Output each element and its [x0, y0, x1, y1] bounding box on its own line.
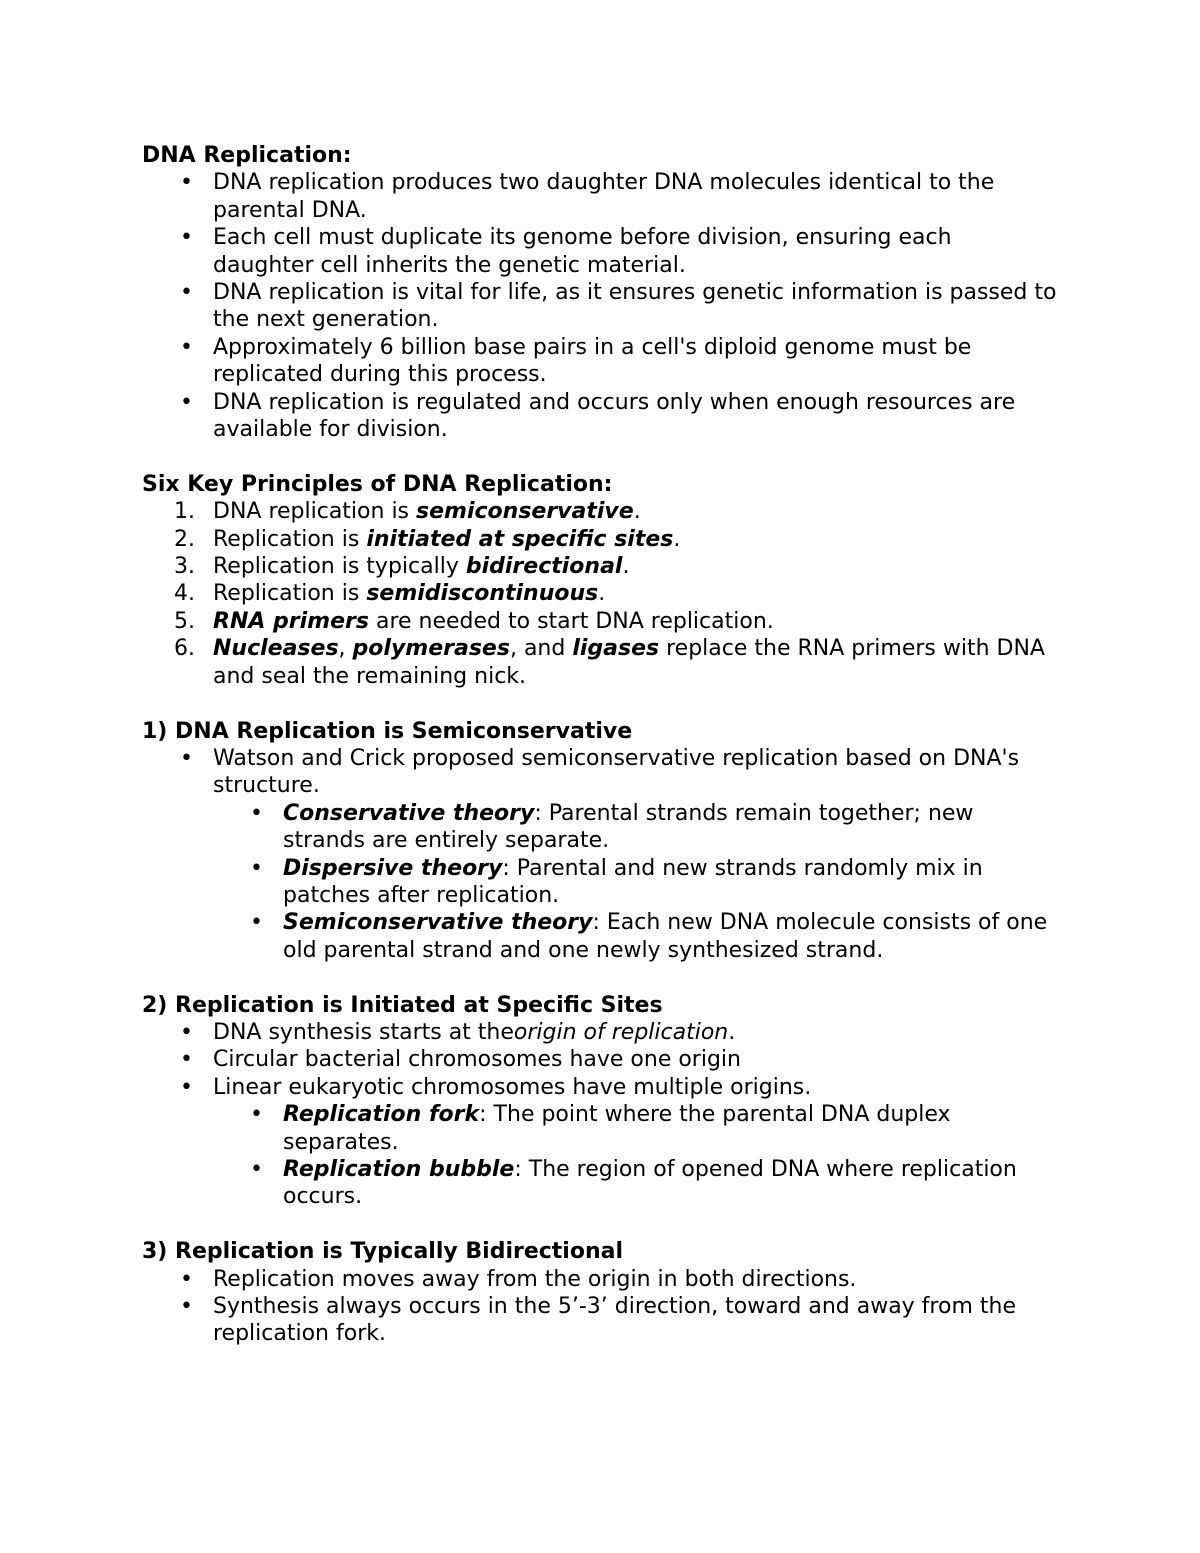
bullet-icon [250, 1156, 263, 1183]
list-number: 1. [174, 499, 195, 525]
spacer [142, 1211, 1057, 1238]
list-item: 2. Replication is initiated at specific sites. [174, 526, 681, 552]
bullet-icon [180, 745, 193, 772]
principles-numbered-list [142, 498, 1057, 690]
sub-list-item: • Dispersive theory: Parental and new strands randomly mix in patches after replication. [142, 855, 1057, 910]
sub-list-item: • Replication fork: The point where the parental DNA duplex separates. [142, 1101, 1057, 1156]
list-item: • DNA replication is vital for life, as it ensures genetic information is passed to the next generation. [142, 279, 1057, 334]
sub-list-item: • Replication bubble: The region of opened DNA where replication occurs. [142, 1156, 1057, 1211]
bullet-icon [250, 800, 263, 827]
bullet-icon [180, 1293, 193, 1320]
bullet-icon [250, 855, 263, 882]
section2-heading: 2) Replication is Initiated at Specific Sites [142, 992, 663, 1018]
list-item: • Approximately 6 billion base pairs in a cell's diploid genome must be replicated during this process. [142, 334, 1057, 389]
list-number: 4. [174, 581, 195, 607]
bullet-icon [180, 1074, 193, 1101]
spacer [142, 690, 1057, 717]
sub-list-item: • Semiconservative theory: Each new DNA molecule consists of one old parental strand and one newly synthesized strand. [142, 909, 1057, 964]
bullet-icon [180, 279, 193, 306]
section-bidirectional [142, 1238, 1057, 1348]
list-item: • Circular bacterial chromosomes have one origin [142, 1046, 1057, 1073]
document-page [142, 142, 1057, 1348]
section1-heading: 1) DNA Replication is Semiconservative [142, 718, 633, 744]
intro-heading: DNA Replication: [142, 143, 352, 168]
spacer [142, 443, 1057, 470]
section3-bullet-list [142, 1266, 1057, 1348]
list-item: 3. Replication is typically bidirectional. [174, 554, 630, 580]
list-item: 6. Nucleases, polymerases, and ligases replace the RNA primers with DNA and seal the remaining nick. [174, 636, 1045, 689]
bullet-icon [250, 1101, 263, 1128]
intro-bullet-list [142, 169, 1057, 443]
bullet-icon [180, 224, 193, 251]
list-item: • DNA replication is regulated and occurs only when enough resources are available for division. [142, 389, 1057, 444]
list-item: • DNA replication produces two daughter DNA molecules identical to the parental DNA. [142, 169, 1057, 224]
list-number: 2. [174, 526, 195, 552]
principles-section [142, 471, 1057, 690]
list-number: 6. [174, 636, 195, 662]
bullet-icon [250, 909, 263, 936]
bullet-icon [180, 389, 193, 416]
bullet-icon [180, 169, 193, 196]
list-item: • Replication moves away from the origin in both directions. [142, 1266, 1057, 1293]
list-number: 5. [174, 608, 195, 634]
section-initiation [142, 992, 1057, 1211]
bullet-icon [180, 1266, 193, 1293]
list-item: • DNA synthesis starts at theorigin of replication. [142, 1019, 1057, 1046]
list-item: 4. Replication is semidiscontinuous. [174, 581, 606, 607]
list-item: • Linear eukaryotic chromosomes have multiple origins. [142, 1074, 1057, 1101]
list-item: • Watson and Crick proposed semiconservative replication based on DNA's structure. [142, 745, 1057, 800]
sub-list-item: • Conservative theory: Parental strands remain together; new strands are entirely separate. [142, 800, 1057, 855]
list-item: • Each cell must duplicate its genome before division, ensuring each daughter cell inherits the genetic material. [142, 224, 1057, 279]
section1-bullet-list [142, 745, 1057, 964]
principles-heading: Six Key Principles of DNA Replication: [142, 471, 613, 497]
section-semiconservative [142, 718, 1057, 965]
spacer [142, 964, 1057, 991]
list-item: 1. DNA replication is semiconservative. [174, 499, 641, 525]
list-number: 3. [174, 554, 195, 580]
bullet-icon [180, 334, 193, 361]
section3-heading: 3) Replication is Typically Bidirectional [142, 1239, 624, 1265]
section2-bullet-list [142, 1019, 1057, 1211]
list-item: 5. RNA primers are needed to start DNA replication. [174, 608, 774, 634]
list-item: • Synthesis always occurs in the 5’-3’ direction, toward and away from the replication fork. [142, 1293, 1057, 1348]
intro-section [142, 142, 1057, 443]
bullet-icon [180, 1019, 193, 1046]
bullet-icon [180, 1046, 193, 1073]
